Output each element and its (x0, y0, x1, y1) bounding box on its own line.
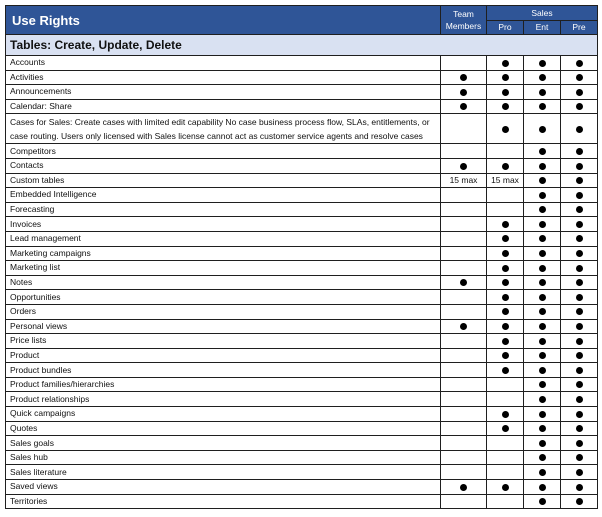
cell-team (441, 480, 487, 495)
cell-ent (524, 275, 561, 290)
included-dot-icon (539, 148, 546, 155)
cell-pro (487, 494, 524, 509)
cell-pre (561, 377, 598, 392)
cell-team (441, 246, 487, 261)
row-label: Notes (6, 275, 441, 290)
cell-team (441, 275, 487, 290)
included-dot-icon (576, 148, 583, 155)
ent-header: Ent (524, 20, 561, 35)
included-dot-icon (502, 221, 509, 228)
sales-header: Sales (487, 6, 598, 21)
table-row (6, 304, 598, 319)
row-label: Calendar: Share (6, 99, 441, 114)
included-dot-icon (576, 396, 583, 403)
row-label: Forecasting (6, 202, 441, 217)
included-dot-icon (460, 163, 467, 170)
cell-team (441, 290, 487, 305)
cell-pro (487, 275, 524, 290)
row-label: Lead management (6, 231, 441, 246)
included-dot-icon (576, 454, 583, 461)
use-rights-table (5, 5, 598, 509)
included-dot-icon (576, 89, 583, 96)
cell-ent (524, 304, 561, 319)
cell-team (441, 188, 487, 203)
table-row (6, 290, 598, 305)
cell-pro (487, 465, 524, 480)
included-dot-icon (576, 425, 583, 432)
cell-ent (524, 261, 561, 276)
cell-pre (561, 407, 598, 422)
included-dot-icon (539, 279, 546, 286)
included-dot-icon (576, 308, 583, 315)
included-dot-icon (576, 381, 583, 388)
included-dot-icon (460, 89, 467, 96)
included-dot-icon (539, 440, 546, 447)
included-dot-icon (539, 192, 546, 199)
cell-team (441, 407, 487, 422)
cell-pre (561, 304, 598, 319)
row-label: Quick campaigns (6, 407, 441, 422)
team-header-line2: Members (445, 21, 482, 31)
section-title: Tables: Create, Update, Delete (6, 35, 598, 56)
included-dot-icon (502, 235, 509, 242)
included-dot-icon (539, 265, 546, 272)
table-row (6, 392, 598, 407)
table-row (6, 334, 598, 349)
included-dot-icon (576, 235, 583, 242)
table-row (6, 70, 598, 85)
table-row (6, 188, 598, 203)
row-label: Product families/hierarchies (6, 377, 441, 392)
table-row (6, 85, 598, 100)
included-dot-icon (502, 126, 509, 133)
cell-pro (487, 158, 524, 173)
included-dot-icon (502, 352, 509, 359)
cell-pre (561, 114, 598, 144)
cell-pro (487, 436, 524, 451)
included-dot-icon (576, 206, 583, 213)
cell-ent (524, 70, 561, 85)
cell-pro (487, 450, 524, 465)
included-dot-icon (539, 308, 546, 315)
cell-pro (487, 261, 524, 276)
included-dot-icon (502, 411, 509, 418)
included-dot-icon (539, 89, 546, 96)
cell-team (441, 99, 487, 114)
row-label: Saved views (6, 480, 441, 495)
included-dot-icon (576, 484, 583, 491)
row-label: Activities (6, 70, 441, 85)
included-dot-icon (460, 279, 467, 286)
cell-pre (561, 363, 598, 378)
included-dot-icon (576, 163, 583, 170)
included-dot-icon (502, 323, 509, 330)
cell-ent (524, 188, 561, 203)
pro-header: Pro (487, 20, 524, 35)
included-dot-icon (460, 323, 467, 330)
cell-pro (487, 421, 524, 436)
row-label: Competitors (6, 144, 441, 159)
cell-pro (487, 99, 524, 114)
included-dot-icon (502, 103, 509, 110)
cell-team (441, 450, 487, 465)
cell-pro (487, 85, 524, 100)
included-dot-icon (539, 221, 546, 228)
included-dot-icon (576, 323, 583, 330)
cell-ent (524, 407, 561, 422)
cell-pro (487, 304, 524, 319)
cell-team (441, 70, 487, 85)
included-dot-icon (539, 103, 546, 110)
cell-ent (524, 319, 561, 334)
row-label: Quotes (6, 421, 441, 436)
included-dot-icon (576, 440, 583, 447)
table-row (6, 465, 598, 480)
included-dot-icon (576, 352, 583, 359)
included-dot-icon (539, 126, 546, 133)
cell-ent (524, 436, 561, 451)
cell-pro (487, 246, 524, 261)
row-label: Sales hub (6, 450, 441, 465)
cell-team (441, 158, 487, 173)
cell-pre (561, 421, 598, 436)
row-label: Accounts (6, 56, 441, 71)
table-row (6, 480, 598, 495)
table-row (6, 275, 598, 290)
included-dot-icon (539, 454, 546, 461)
included-dot-icon (539, 294, 546, 301)
table-row (6, 56, 598, 71)
table-row (6, 421, 598, 436)
row-label: Price lists (6, 334, 441, 349)
cell-ent (524, 377, 561, 392)
cell-pro (487, 231, 524, 246)
cell-pro (487, 70, 524, 85)
cell-team (441, 144, 487, 159)
cell-team (441, 85, 487, 100)
cell-pro (487, 392, 524, 407)
cell-pro (487, 407, 524, 422)
row-label: Sales goals (6, 436, 441, 451)
cell-pro (487, 334, 524, 349)
included-dot-icon (539, 338, 546, 345)
cell-team (441, 392, 487, 407)
cell-pre (561, 231, 598, 246)
included-dot-icon (502, 89, 509, 96)
table-row (6, 99, 598, 114)
included-dot-icon (576, 192, 583, 199)
row-label: Orders (6, 304, 441, 319)
cell-pre (561, 334, 598, 349)
included-dot-icon (576, 103, 583, 110)
cell-pre (561, 436, 598, 451)
cell-pro (487, 188, 524, 203)
cell-pre (561, 70, 598, 85)
table-row (6, 363, 598, 378)
cell-ent (524, 217, 561, 232)
cell-pro (487, 377, 524, 392)
included-dot-icon (576, 411, 583, 418)
pre-header: Pre (561, 20, 598, 35)
included-dot-icon (502, 265, 509, 272)
included-dot-icon (502, 250, 509, 257)
cell-pre (561, 99, 598, 114)
included-dot-icon (539, 206, 546, 213)
table-row (6, 261, 598, 276)
cell-ent (524, 231, 561, 246)
cell-ent (524, 202, 561, 217)
table-row (6, 173, 598, 188)
included-dot-icon (576, 177, 583, 184)
included-dot-icon (539, 352, 546, 359)
cell-team (441, 334, 487, 349)
cell-pre (561, 261, 598, 276)
cell-pre (561, 246, 598, 261)
use-rights-table-container (5, 5, 597, 509)
included-dot-icon (539, 177, 546, 184)
row-label: Marketing list (6, 261, 441, 276)
cell-pre (561, 217, 598, 232)
cell-ent (524, 56, 561, 71)
row-label: Invoices (6, 217, 441, 232)
cell-ent (524, 290, 561, 305)
cell-team (441, 465, 487, 480)
cell-pro (487, 319, 524, 334)
cell-pro (487, 217, 524, 232)
cell-team (441, 202, 487, 217)
cell-ent (524, 450, 561, 465)
table-row (6, 114, 598, 144)
included-dot-icon (460, 484, 467, 491)
cell-pro (487, 56, 524, 71)
cell-pro (487, 202, 524, 217)
included-dot-icon (502, 60, 509, 67)
included-dot-icon (576, 279, 583, 286)
included-dot-icon (502, 163, 509, 170)
included-dot-icon (576, 294, 583, 301)
included-dot-icon (539, 381, 546, 388)
cell-pre (561, 158, 598, 173)
row-label: Sales literature (6, 465, 441, 480)
cell-pre (561, 173, 598, 188)
included-dot-icon (460, 103, 467, 110)
cell-ent (524, 85, 561, 100)
cell-pre (561, 450, 598, 465)
cell-ent (524, 363, 561, 378)
included-dot-icon (539, 235, 546, 242)
cell-team (441, 363, 487, 378)
cell-pre (561, 188, 598, 203)
cell-ent (524, 421, 561, 436)
included-dot-icon (539, 469, 546, 476)
row-label: Marketing campaigns (6, 246, 441, 261)
cell-ent (524, 158, 561, 173)
included-dot-icon (576, 469, 583, 476)
included-dot-icon (460, 74, 467, 81)
team-header-line1: Team (453, 9, 474, 19)
included-dot-icon (502, 425, 509, 432)
row-label: Territories (6, 494, 441, 509)
included-dot-icon (502, 294, 509, 301)
header-row-1 (6, 6, 598, 21)
cell-team (441, 494, 487, 509)
cell-ent (524, 334, 561, 349)
table-row (6, 246, 598, 261)
cell-team (441, 114, 487, 144)
included-dot-icon (502, 484, 509, 491)
table-row (6, 144, 598, 159)
included-dot-icon (576, 74, 583, 81)
cell-ent (524, 392, 561, 407)
cell-ent (524, 348, 561, 363)
cell-pre (561, 319, 598, 334)
cell-pre (561, 290, 598, 305)
cell-team (441, 56, 487, 71)
row-label: Contacts (6, 158, 441, 173)
row-label: Product bundles (6, 363, 441, 378)
cell-team (441, 436, 487, 451)
cell-ent (524, 465, 561, 480)
cell-team (441, 217, 487, 232)
included-dot-icon (576, 60, 583, 67)
included-dot-icon (576, 265, 583, 272)
included-dot-icon (502, 74, 509, 81)
included-dot-icon (539, 163, 546, 170)
table-row (6, 217, 598, 232)
cell-team (441, 304, 487, 319)
table-row (6, 407, 598, 422)
included-dot-icon (539, 396, 546, 403)
cell-team (441, 261, 487, 276)
included-dot-icon (576, 221, 583, 228)
cell-team (441, 173, 487, 188)
row-label: Announcements (6, 85, 441, 100)
table-row (6, 450, 598, 465)
included-dot-icon (539, 411, 546, 418)
included-dot-icon (539, 367, 546, 374)
included-dot-icon (576, 126, 583, 133)
included-dot-icon (539, 484, 546, 491)
included-dot-icon (539, 498, 546, 505)
cell-team (441, 348, 487, 363)
cell-value: 15 max (491, 174, 519, 185)
cell-ent (524, 99, 561, 114)
cell-pre (561, 465, 598, 480)
cell-team (441, 377, 487, 392)
table-row (6, 348, 598, 363)
cell-pro (487, 480, 524, 495)
table-row (6, 231, 598, 246)
cell-pre (561, 348, 598, 363)
row-label: Cases for Sales: Create cases with limited edit capability No case business process flow, SLAs, entitlements, or case routing. Users only licensed with Sales license cannot act as customer service agents and resolve cases (6, 114, 441, 144)
cell-pro (487, 173, 524, 188)
cell-pro (487, 144, 524, 159)
row-label: Personal views (6, 319, 441, 334)
included-dot-icon (576, 367, 583, 374)
included-dot-icon (539, 60, 546, 67)
cell-ent (524, 494, 561, 509)
row-label: Embedded Intelligence (6, 188, 441, 203)
included-dot-icon (576, 498, 583, 505)
row-label: Product (6, 348, 441, 363)
cell-pre (561, 480, 598, 495)
cell-team (441, 231, 487, 246)
cell-pre (561, 494, 598, 509)
row-label: Product relationships (6, 392, 441, 407)
included-dot-icon (576, 250, 583, 257)
included-dot-icon (502, 338, 509, 345)
cell-pro (487, 348, 524, 363)
table-row (6, 319, 598, 334)
included-dot-icon (539, 74, 546, 81)
table-row (6, 436, 598, 451)
table-row (6, 202, 598, 217)
table-row (6, 158, 598, 173)
cell-pre (561, 392, 598, 407)
cell-team (441, 319, 487, 334)
cell-pre (561, 56, 598, 71)
cell-pre (561, 85, 598, 100)
team-members-header (441, 6, 487, 35)
cell-ent (524, 173, 561, 188)
cell-team (441, 421, 487, 436)
included-dot-icon (576, 338, 583, 345)
cell-pro (487, 114, 524, 144)
cell-ent (524, 144, 561, 159)
cell-ent (524, 480, 561, 495)
included-dot-icon (502, 308, 509, 315)
cell-value: 15 max (449, 174, 478, 185)
cell-pro (487, 290, 524, 305)
table-title: Use Rights (6, 6, 441, 35)
cell-pre (561, 144, 598, 159)
cell-ent (524, 114, 561, 144)
cell-pre (561, 202, 598, 217)
cell-pre (561, 275, 598, 290)
cell-ent (524, 246, 561, 261)
included-dot-icon (502, 279, 509, 286)
row-label: Custom tables (6, 173, 441, 188)
table-body (6, 35, 598, 509)
row-label: Opportunities (6, 290, 441, 305)
section-row (6, 35, 598, 56)
included-dot-icon (539, 425, 546, 432)
included-dot-icon (539, 250, 546, 257)
table-row (6, 494, 598, 509)
cell-pro (487, 363, 524, 378)
included-dot-icon (502, 367, 509, 374)
table-row (6, 377, 598, 392)
included-dot-icon (539, 323, 546, 330)
